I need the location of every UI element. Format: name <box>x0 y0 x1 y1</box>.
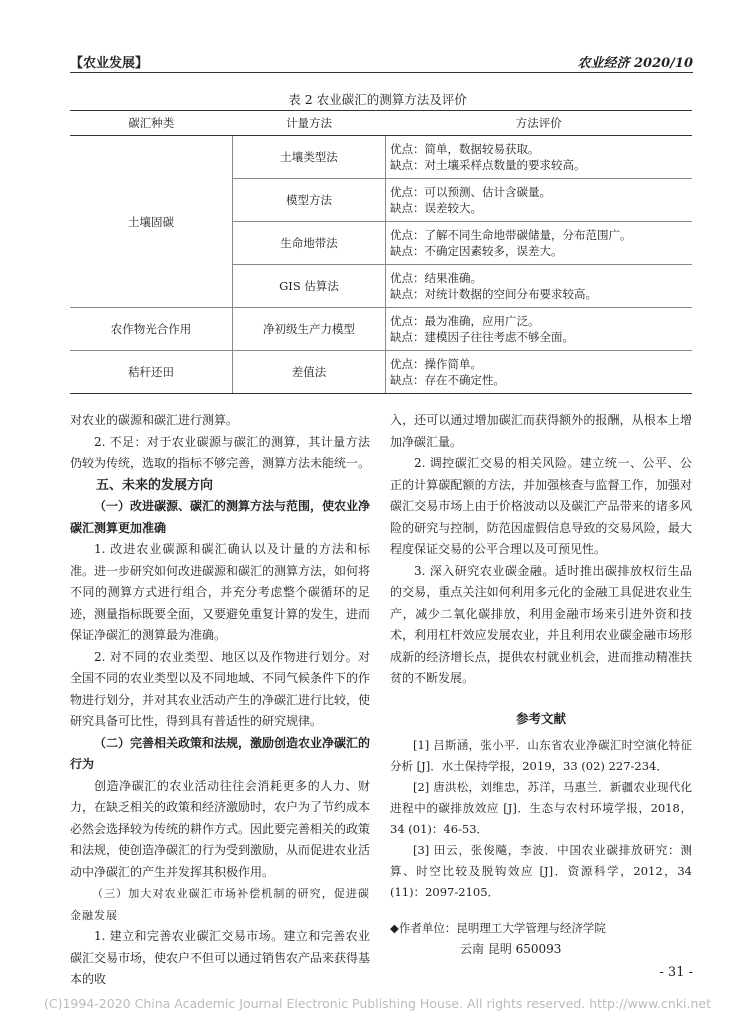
pro-text: 优点：可以预测、估计含碳量。 <box>390 185 551 199</box>
body-paragraph: 2. 调控碳汇交易的相关风险。建立统一、公平、公正的计算碳配额的方法，并加强核查与监督工作，加强对碳汇交易市场上由于价格波动以及碳汇产品带来的诸多风险的研究与控制，防范因虚假信息导致的交易风险，最大程度保证交易的公平合理以及可预见性。 <box>390 456 692 556</box>
table-caption: 表 2 农业碳汇的测算方法及评价 <box>288 92 467 107</box>
method-cell: GIS 估算法 <box>233 265 386 308</box>
copyright-watermark: (C)1994-2020 China Academic Journal Electronic Publishing House. All rights reserved. http://www.cnki.net <box>44 996 711 1011</box>
pro-text: 优点：最为准确，应用广泛。 <box>390 314 540 328</box>
body-paragraph: 1. 建立和完善农业碳汇交易市场。建立和完善农业碳汇交易市场，使农户不但可以通过销售农产品来获得基本的收 <box>70 929 371 986</box>
subsection-heading: （一）改进碳源、碳汇的测算方法与范围，使农业净碳汇测算更加准确 <box>70 499 371 535</box>
evaluation-cell <box>386 222 693 265</box>
evaluation-cell <box>386 308 693 351</box>
pro-text: 优点：操作简单。 <box>390 357 482 371</box>
table-header-cell: 计量方法 <box>233 111 386 136</box>
sink-type-cell: 秸秆还田 <box>70 351 233 394</box>
reference-item: [1] 吕斯涵，张小平．山东省农业净碳汇时空演化特征分析 [J]．水土保持学报，2019，33 (02) 227-234． <box>390 738 692 773</box>
header-divider <box>70 72 693 73</box>
table-header-cell: 方法评价 <box>386 111 693 136</box>
left-text-column <box>70 410 370 991</box>
table-row <box>70 308 692 351</box>
method-cell: 净初级生产力模型 <box>233 308 386 351</box>
table-header-row <box>70 111 692 136</box>
page-number: - 31 - <box>659 965 693 980</box>
con-text: 缺点：对统计数据的空间分布要求较高。 <box>390 287 597 301</box>
sink-type-cell: 土壤固碳 <box>70 136 233 308</box>
method-cell: 生命地带法 <box>233 222 386 265</box>
body-paragraph: 2. 不足：对于农业碳源与碳汇的测算，其计量方法仍较为传统，选取的指标不够完善，测算方法未能统一。 <box>70 434 371 470</box>
con-text: 缺点：误差较大。 <box>390 201 482 215</box>
method-cell: 模型方法 <box>233 179 386 222</box>
subsection-heading: （三）加大对农业碳汇市场补偿机制的研究，促进碳金融发展 <box>70 887 370 922</box>
pro-text: 优点：了解不同生命地带碳储量，分布范围广。 <box>390 228 632 242</box>
author-affiliation: ◆作者单位：昆明理工大学管理与经济学院 <box>390 921 606 935</box>
body-paragraph: 3. 深入研究农业碳金融。适时推出碳排放权衍生品的交易，重点关注如何利用多元化的金融工具促进农业生产，减少二氧化碳排放，利用金融市场来引进外资和技术，利用杠杆效应发展农业，并且利用农业碳金融市场形成新的经济增长点，提供农村就业机会，进而推动精准扶贫的不断发展。 <box>390 563 692 685</box>
evaluation-cell <box>386 265 693 308</box>
pro-text: 优点：结果准确。 <box>390 271 482 285</box>
reference-item: [2] 唐洪松，刘维忠，苏洋，马惠兰．新疆农业现代化进程中的碳排放效应 [J]．生态与农村环境学报，2018，34 (01)：46-53． <box>390 780 692 836</box>
con-text: 缺点：不确定因素较多，误差大。 <box>390 244 563 258</box>
section-heading: 五、未来的发展方向 <box>96 477 214 493</box>
pro-text: 优点：简单，数据较易获取。 <box>390 142 540 156</box>
body-paragraph: 1. 改进农业碳源和碳汇确认以及计量的方法和标准。进一步研究如何改进碳源和碳汇的测算方法，如何将不同的测算方式进行组合，并充分考虑整个碳循环的足迹，测量指标既要全面，又要避免重复计算的发生，进而保证净碳汇的测算最为准确。 <box>70 542 371 642</box>
right-text-column <box>390 410 692 961</box>
con-text: 缺点：存在不确定性。 <box>390 373 505 387</box>
subsection-heading: （二）完善相关政策和法规，激励创造农业净碳汇的行为 <box>70 735 371 771</box>
journal-section-label: 【农业发展】 <box>70 56 149 71</box>
body-paragraph: 2. 对不同的农业类型、地区以及作物进行划分。对全国不同的农业类型以及不同地域、不同气候条件下的作物进行划分，并对其农业活动产生的净碳汇进行比较，使研究具备可比性，得到具有普适性的研究规律。 <box>70 649 371 728</box>
author-location: 云南 昆明 650093 <box>460 942 562 956</box>
con-text: 缺点：对土壤采样点数量的要求较高。 <box>390 158 586 172</box>
references-heading: 参考文献 <box>515 710 566 726</box>
carbon-sink-method-table <box>70 110 692 394</box>
table-header-cell: 碳汇种类 <box>70 111 233 136</box>
reference-item: [3] 田云，张俊飚，李波．中国农业碳排放研究：测算、时空比较及脱钩效应 [J]．资源科学，2012，34 (11)：2097-2105． <box>390 843 692 899</box>
body-paragraph: 对农业的碳源和碳汇进行测算。 <box>70 413 239 427</box>
method-cell: 土壤类型法 <box>233 136 386 179</box>
con-text: 缺点：建模因子往往考虑不够全面。 <box>390 330 574 344</box>
journal-issue-label: 农业经济 2020/10 <box>577 56 693 71</box>
evaluation-cell <box>386 351 693 394</box>
table-row <box>70 351 692 394</box>
sink-type-cell: 农作物光合作用 <box>70 308 233 351</box>
evaluation-cell <box>386 136 693 179</box>
body-paragraph: 入，还可以通过增加碳汇而获得额外的报酬，从根本上增加净碳汇量。 <box>390 413 692 449</box>
evaluation-cell <box>386 179 693 222</box>
method-cell: 差值法 <box>233 351 386 394</box>
table-row <box>70 136 692 179</box>
body-paragraph: 创造净碳汇的农业活动往往会消耗更多的人力、财力，在缺乏相关的政策和经济激励时，农户为了节约成本必然会选择较为传统的耕作方式。因此要完善相关的政策和法规，使创造净碳汇的行为受到激励，从而促进农业活动中净碳汇的产生并发挥其积极作用。 <box>70 778 371 879</box>
